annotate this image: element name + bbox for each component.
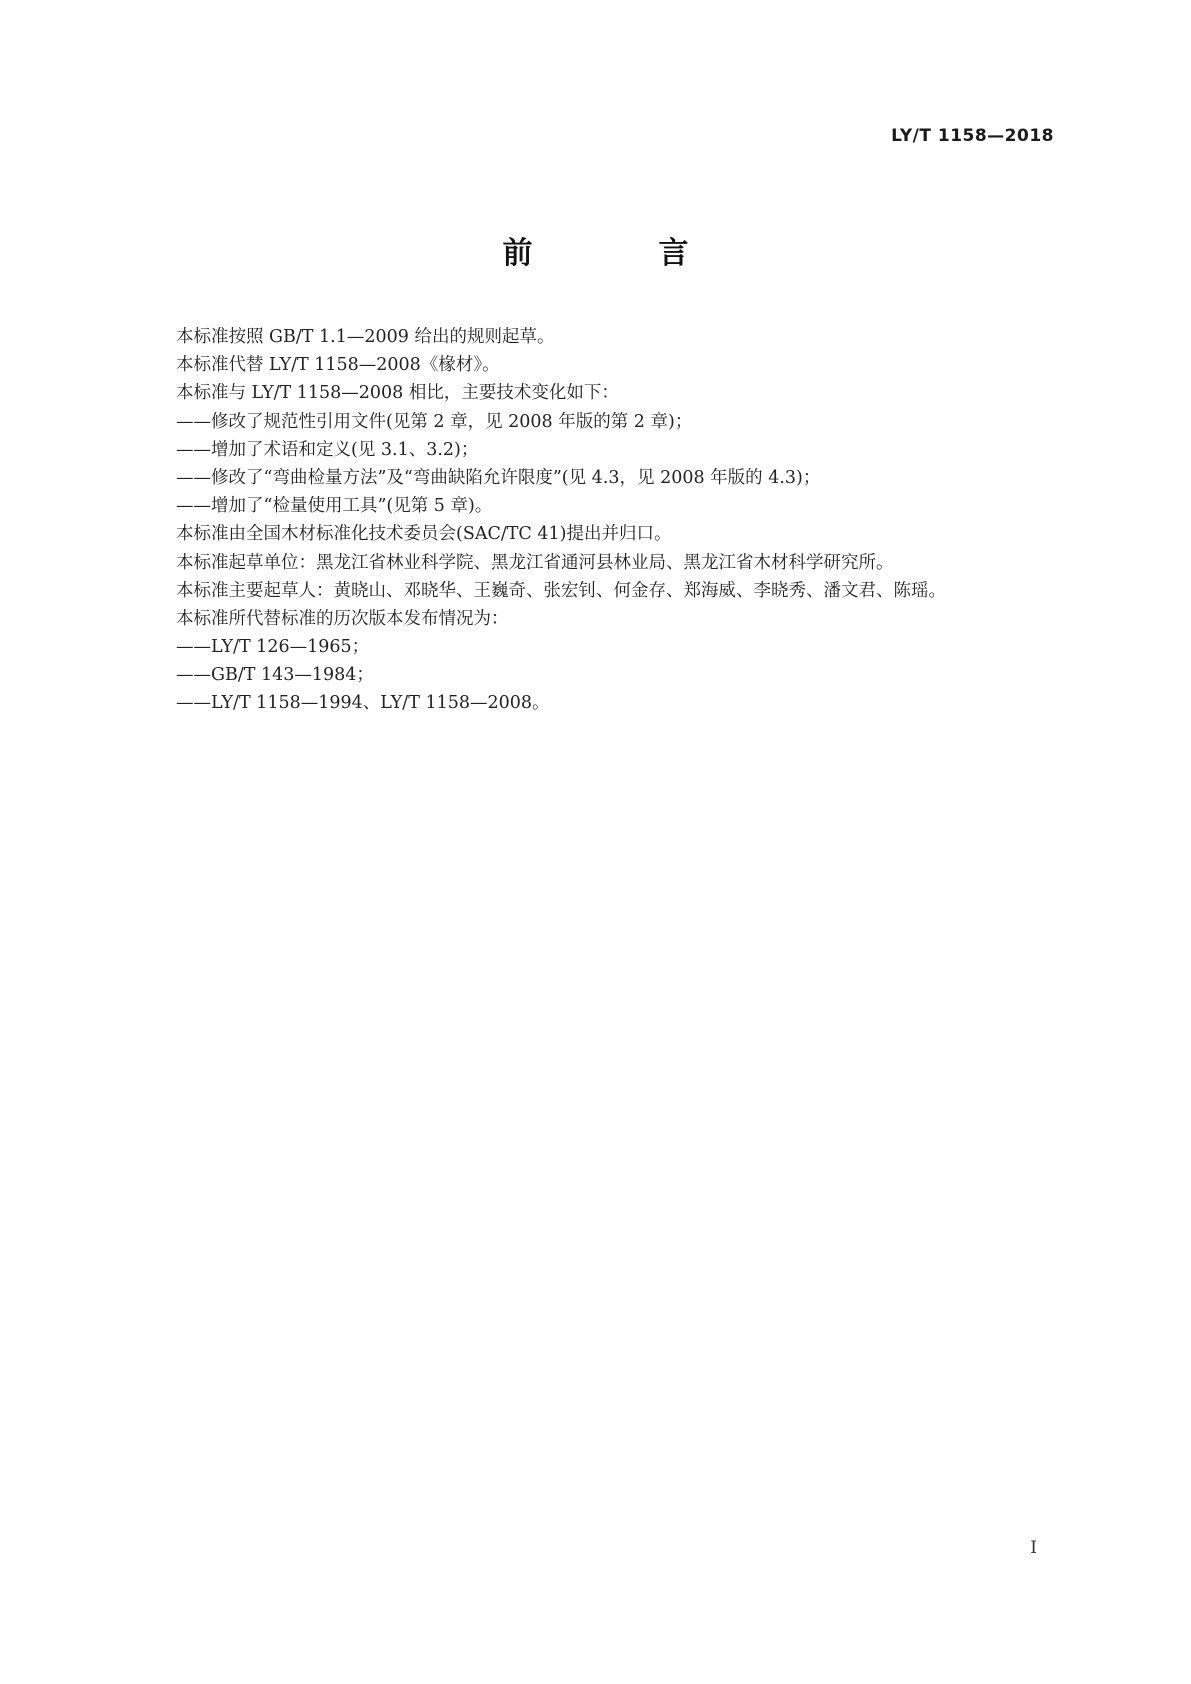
page-title: 前 言 bbox=[502, 236, 737, 271]
paragraph-history-intro: 本标准所代替标准的历次版本发布情况为： bbox=[176, 608, 509, 629]
foreword-body bbox=[176, 323, 1056, 718]
paragraph-committee: 本标准由全国木材标准化技术委员会(SAC/TC 41)提出并归口。 bbox=[176, 524, 672, 545]
list-item-change: ——修改了“弯曲检量方法”及“弯曲缺陷允许限度”(见 4.3，见 2008 年版的 4.3)； bbox=[176, 467, 821, 488]
standard-number: LY/T 1158—2018 bbox=[891, 126, 1054, 146]
list-item-change: ——增加了术语和定义(见 3.1、3.2)； bbox=[176, 439, 479, 460]
paragraph-drafting-rules: 本标准按照 GB/T 1.1—2009 给出的规则起草。 bbox=[176, 327, 555, 347]
list-item-change: ——修改了规范性引用文件(见第 2 章，见 2008 年版的第 2 章)； bbox=[176, 411, 693, 432]
paragraph-replaces: 本标准代替 LY/T 1158—2008《椽材》。 bbox=[176, 355, 500, 376]
paragraph-drafters: 本标准主要起草人：黄晓山、邓晓华、王巍奇、张宏钊、何金存、郑海威、李晓秀、潘文君、陈瑶。 bbox=[176, 580, 946, 601]
list-item-history: ——LY/T 1158—1994、LY/T 1158—2008。 bbox=[176, 693, 550, 714]
list-item-change: ——增加了“检量使用工具”(见第 5 章)。 bbox=[176, 496, 493, 517]
list-item-history: ——LY/T 126—1965； bbox=[176, 637, 370, 658]
list-item-history: ——GB/T 143—1984； bbox=[176, 665, 374, 686]
paragraph-drafting-units: 本标准起草单位：黑龙江省林业科学院、黑龙江省通河县林业局、黑龙江省木材科学研究所。 bbox=[176, 552, 894, 573]
page-number: I bbox=[1030, 1538, 1037, 1558]
paragraph-changes-intro: 本标准与 LY/T 1158—2008 相比，主要技术变化如下： bbox=[176, 383, 619, 404]
